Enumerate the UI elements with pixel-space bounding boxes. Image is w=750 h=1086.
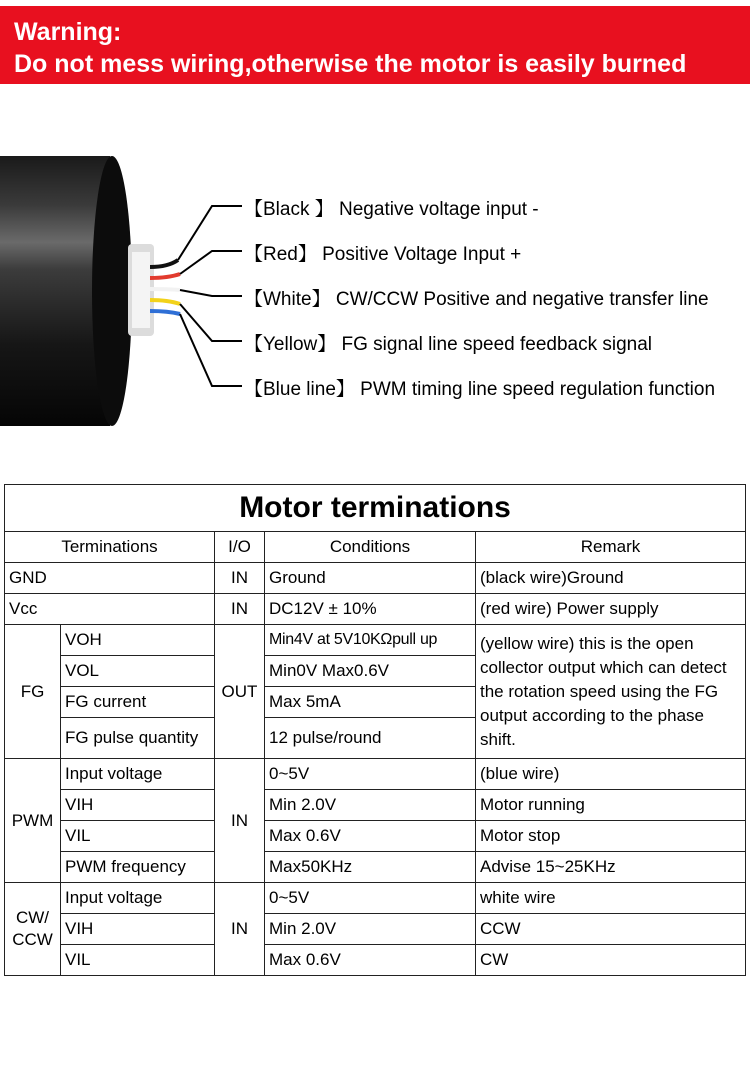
table-row: [5, 883, 746, 914]
leader-lines: [178, 206, 242, 386]
cell-condition: 12 pulse/round: [265, 718, 476, 759]
cell-condition: Max 0.6V: [265, 821, 476, 852]
wire-label-red: 【Red】 Positive Voltage Input +: [244, 244, 522, 265]
cell-name: VIH: [61, 914, 215, 945]
table-row: [5, 821, 746, 852]
cell-name: FG current: [61, 687, 215, 718]
cell-condition: Min0V Max0.6V: [265, 656, 476, 687]
cell-condition: Max 0.6V: [265, 945, 476, 976]
cell-remark: (black wire)Ground: [476, 563, 746, 594]
cell-name: VIL: [61, 945, 215, 976]
group-cw-label: CW/: [15, 908, 50, 927]
wire-bundle: [150, 260, 180, 314]
cell-remark: (yellow wire) this is the open collector output which can detect the rotation speed using the FG output according to the phase shift.: [476, 625, 746, 759]
cell-name: Input voltage: [61, 883, 215, 914]
group-fg: FG: [5, 625, 61, 759]
table-title-row: [5, 485, 746, 532]
cell-name: VOH: [61, 625, 215, 656]
header-io: I/O: [215, 532, 265, 563]
cell-condition: DC12V ± 10%: [265, 594, 476, 625]
cell-condition: 0~5V: [265, 883, 476, 914]
cell-condition: Max 5mA: [265, 687, 476, 718]
table-row: [5, 852, 746, 883]
wire-label-black: 【Black 】 Negative voltage input -: [244, 199, 539, 220]
cell-remark: Motor running: [476, 790, 746, 821]
cell-remark: CW: [476, 945, 746, 976]
table-row: [5, 594, 746, 625]
cell-io: IN: [215, 883, 265, 976]
motor-terminations-table: [4, 484, 746, 976]
group-ccw-label: CCW: [12, 930, 53, 949]
group-cw-ccw: [5, 883, 61, 976]
cell-name: PWM frequency: [61, 852, 215, 883]
warning-title: Warning:: [14, 18, 122, 46]
motor-photo: [0, 84, 750, 484]
cell-name: Vcc: [5, 594, 215, 625]
header-conditions: Conditions: [265, 532, 476, 563]
cell-remark: (red wire) Power supply: [476, 594, 746, 625]
cell-remark: CCW: [476, 914, 746, 945]
cell-remark: white wire: [476, 883, 746, 914]
wire-label-blue: 【Blue line】 PWM timing line speed regulation function: [244, 379, 716, 400]
cell-name: Input voltage: [61, 759, 215, 790]
table-row: [5, 759, 746, 790]
warning-banner: [0, 6, 750, 84]
cell-condition: Ground: [265, 563, 476, 594]
cell-name: FG pulse quantity: [61, 718, 215, 759]
group-pwm: PWM: [5, 759, 61, 883]
cell-io: IN: [215, 759, 265, 883]
cell-name: VIL: [61, 821, 215, 852]
cell-condition: Min 2.0V: [265, 790, 476, 821]
cell-remark: Advise 15~25KHz: [476, 852, 746, 883]
cell-remark: Motor stop: [476, 821, 746, 852]
table-row: [5, 790, 746, 821]
motor-body: [0, 156, 154, 426]
cell-io: IN: [215, 594, 265, 625]
table-row: [5, 945, 746, 976]
table-title: Motor terminations: [5, 485, 746, 532]
cell-condition: Min 2.0V: [265, 914, 476, 945]
cell-name: VIH: [61, 790, 215, 821]
cell-condition: Max50KHz: [265, 852, 476, 883]
cell-io: IN: [215, 563, 265, 594]
header-terminations: Terminations: [5, 532, 215, 563]
table-row: [5, 625, 746, 656]
wire-label-yellow: 【Yellow】 FG signal line speed feedback signal: [244, 334, 653, 355]
table-row: [5, 563, 746, 594]
cell-name: VOL: [61, 656, 215, 687]
cell-name: GND: [5, 563, 215, 594]
table-row: [5, 914, 746, 945]
cell-io: OUT: [215, 625, 265, 759]
warning-message: Do not mess wiring,otherwise the motor is easily burned: [14, 50, 687, 78]
table-header-row: [5, 532, 746, 563]
header-remark: Remark: [476, 532, 746, 563]
cell-remark: (blue wire): [476, 759, 746, 790]
wire-label-white: 【White】 CW/CCW Positive and negative transfer line: [244, 289, 709, 310]
cell-condition: 0~5V: [265, 759, 476, 790]
cell-condition: Min4V at 5V10KΩpull up: [265, 625, 476, 656]
